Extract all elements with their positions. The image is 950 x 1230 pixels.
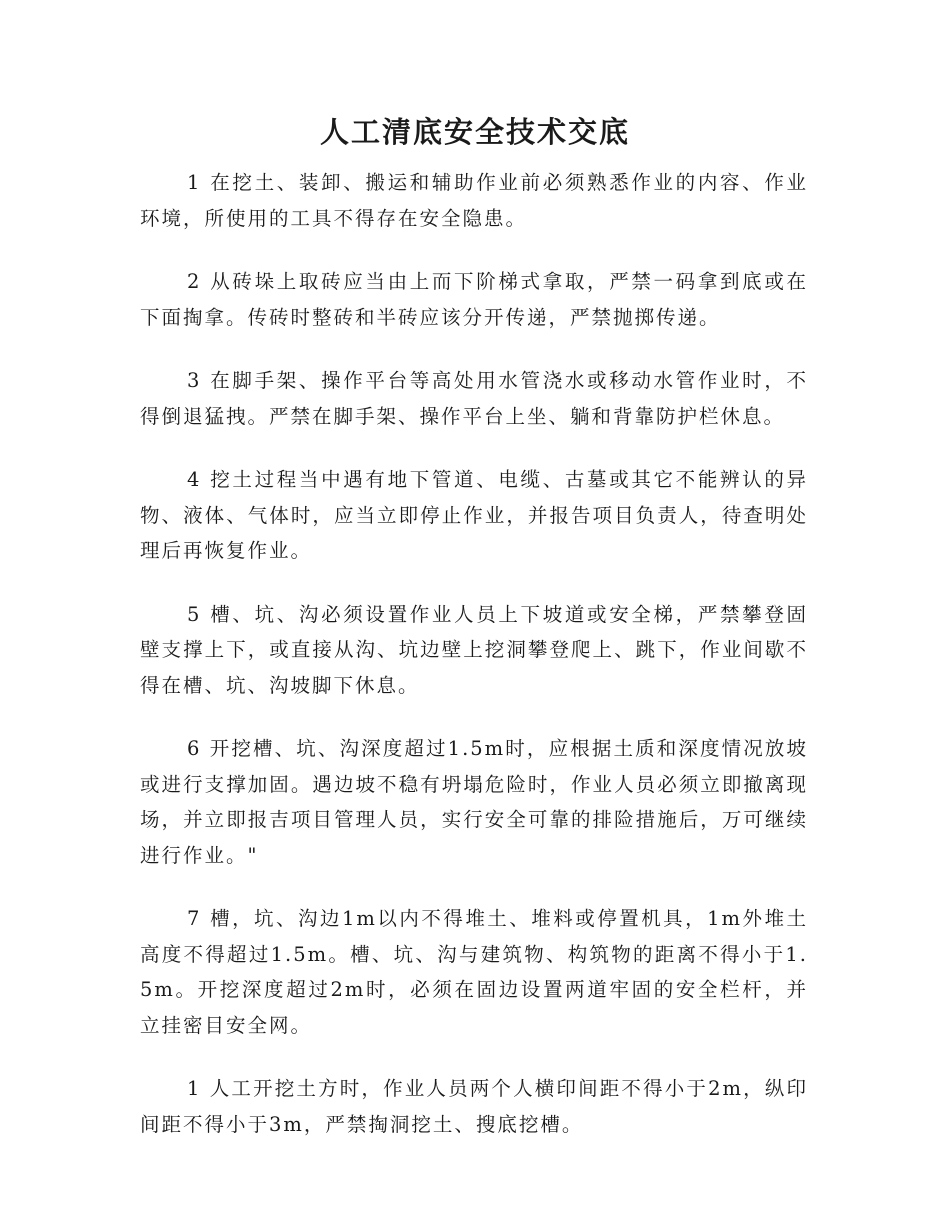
- paragraph-3: 3 在脚手架、操作平台等高处用水管浇水或移动水管作业时，不得倒退猛拽。严禁在脚手架、操作平台上坐、躺和背靠防护栏休息。: [140, 369, 808, 428]
- document-body: [140, 165, 808, 1170]
- paragraph-7: 7 槽，坑、沟边1m以内不得堆土、堆料或停置机具，1m外堆土高度不得超过1.5m。槽、坑、沟与建筑物、构筑物的距离不得小于1.5m。开挖深度超过2m时，必须在固边设置两道牢固的安全栏杆，并立挂密目安全网。: [140, 907, 808, 1037]
- paragraph-2: 2 从砖垛上取砖应当由上而下阶梯式拿取，严禁一码拿到底或在下面掏拿。传砖时整砖和半砖应该分开传递，严禁抛掷传递。: [140, 270, 808, 329]
- document-title: 人工清底安全技术交底: [319, 115, 630, 149]
- paragraph-1: 1 在挖土、装卸、搬运和辅助作业前必须熟悉作业的内容、作业环境，所使用的工具不得存在安全隐患。: [140, 171, 808, 230]
- paragraph-6: 6 开挖槽、坑、沟深度超过1.5m时，应根据土质和深度情况放坡或进行支撑加固。遇边坡不稳有坍塌危险时，作业人员必须立即撤离现场，并立即报吉项目管理人员，实行安全可靠的排险措施后，万可继续进行作业。": [140, 737, 808, 867]
- paragraph-8: 1 人工开挖土方时，作业人员两个人横印间距不得小于2m，纵印间距不得小于3m，严禁掏洞挖土、搜底挖槽。: [140, 1077, 808, 1136]
- paragraph-5: 5 槽、坑、沟必须设置作业人员上下坡道或安全梯，严禁攀登固壁支撑上下，或直接从沟、坑边壁上挖洞攀登爬上、跳下，作业间歇不得在槽、坑、沟坡脚下休息。: [140, 602, 808, 697]
- paragraph-4: 4 挖土过程当中遇有地下管道、电缆、古墓或其它不能辨认的异物、液体、气体时，应当立即停止作业，并报告项目负责人，待查明处理后再恢复作业。: [140, 468, 808, 562]
